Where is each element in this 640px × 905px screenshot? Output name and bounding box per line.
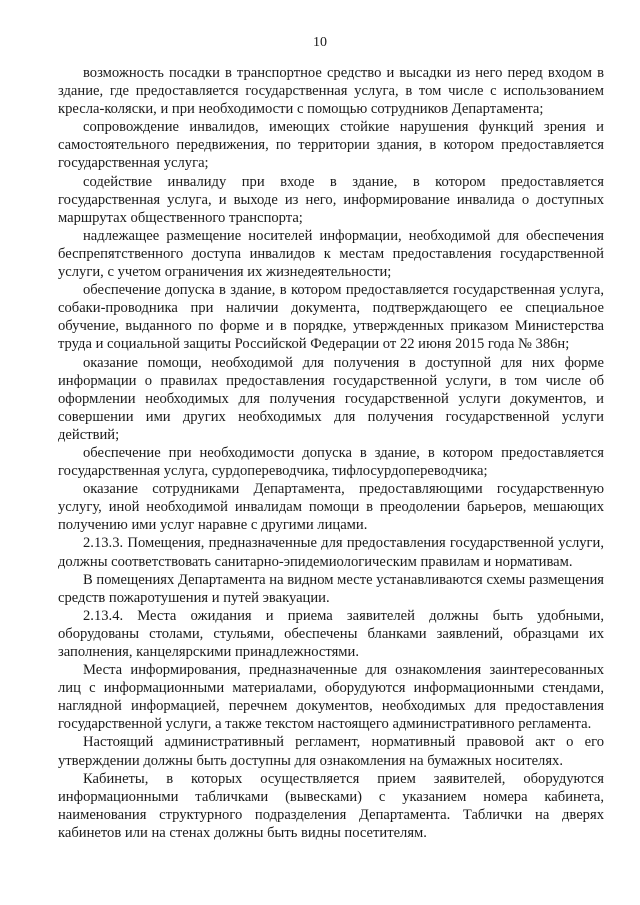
paragraph-section-2-13-3: 2.13.3. Помещения, предназначенные для предоставления государственной услуги, должны соответствовать санитарно-эпидемиологическим правилам и нормативам. [58, 535, 604, 570]
paragraph-information-places: Места информирования, предназначенные для ознакомления заинтересованных лиц с информационными материалами, оборудуются информационными стендами, наглядной информацией, перечнем документов, необходимых для предоставления государственной услуги, а также текстом настоящего административного регламента. [58, 662, 604, 733]
paragraph-sign-interpreter: обеспечение при необходимости допуска в здание, в котором предоставляется государственная услуга, сурдопереводчика, тифлосурдопереводчика; [58, 444, 604, 480]
paragraph-regulation-availability: Настоящий административный регламент, нормативный правовой акт о его утверждении должны быть доступны для ознакомления на бумажных носителях. [58, 734, 604, 769]
paragraph-office-signs: Кабинеты, в которых осуществляется прием заявителей, оборудуются информационными табличками (вывесками) с указанием номера кабинета, наименования структурного подразделения Департамента. Таблички на дверях кабинетов или на стенах должны быть видны посетителям. [58, 770, 604, 841]
paragraph-information-help: оказание помощи, необходимой для получения в доступной для них форме информации о правилах предоставления государственной услуги, в том числе об оформлении необходимых для получения государственной услуги документов, и совершении ими других необходимых для получения государственной услуги действий; [58, 354, 604, 443]
paragraph-information-placement: надлежащее размещение носителей информации, необходимой для обеспечения беспрепятственного доступа инвалидов к местам предоставления государственной услуги, с учетом ограничения их жизнедеятельности; [58, 227, 604, 281]
page-number: 10 [313, 35, 327, 50]
paragraph-section-2-13-4: 2.13.4. Места ожидания и приема заявителей должны быть удобными, оборудованы столами, стульями, обеспечены бланками заявлений, образцами их заполнения, канцелярскими принадлежностями. [58, 607, 604, 660]
document-text-body [58, 64, 604, 842]
paragraph-staff-assistance: оказание сотрудниками Департамента, предоставляющими государственную услугу, иной необходимой инвалидам помощи в преодолении барьеров, мешающих получению ими услуг наравне с другими лицами. [58, 481, 604, 534]
paragraph-guide-dog-access: обеспечение допуска в здание, в котором предоставляется государственная услуга, собаки-проводника при наличии документа, подтверждающего ее специальное обучение, выданного по форме и в порядке, утвержденных приказом Министерства труда и социальной защиты Российской Федерации от 22 июня 2015 года № 386н; [58, 282, 604, 353]
paragraph-escort-disabled: сопровождение инвалидов, имеющих стойкие нарушения функций зрения и самостоятельного передвижения, по территории здания, в котором предоставляется государственная услуга; [58, 119, 604, 172]
paragraph-evacuation-schemes: В помещениях Департамента на видном месте устанавливаются схемы размещения средств пожаротушения и путей эвакуации. [58, 571, 604, 606]
paragraph-entry-assistance: содействие инвалиду при входе в здание, в котором предоставляется государственная услуга, и выходе из него, информирование инвалида о доступных маршрутах общественного транспорта; [58, 173, 604, 226]
paragraph-boarding-assistance: возможность посадки в транспортное средство и высадки из него перед входом в здание, где предоставляется государственная услуга, в том числе с использованием кресла-коляски, и при необходимости с помощью сотрудников Департамента; [58, 65, 604, 118]
